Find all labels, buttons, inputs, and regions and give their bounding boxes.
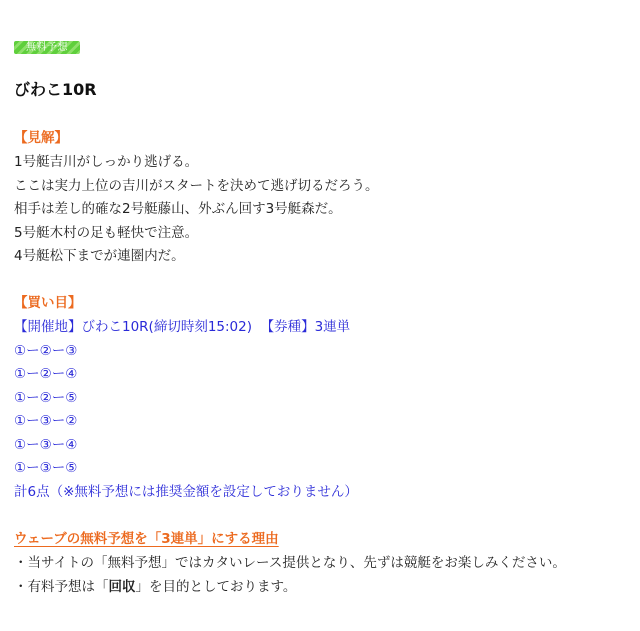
bets-total: 計6点（※無料予想には推奨金額を設定しておりません） [14, 484, 358, 500]
bet-combo: ①ー②ー③ [14, 343, 78, 359]
opinion-line: 4号艇松下までが連圏内だ。 [14, 248, 185, 264]
bet-combo: ①ー②ー④ [14, 366, 78, 382]
opinion-heading: 【見解】 [14, 130, 68, 146]
race-title: びわこ10R [14, 80, 97, 99]
venue-value: びわこ10R(締切時刻15:02) [81, 319, 252, 335]
free-prediction-badge: 無料予想 [14, 41, 80, 54]
bet-type-label: 【券種】 [260, 319, 315, 335]
reason-line-prefix: ・有料予想は「 [14, 579, 109, 595]
venue-and-type-line [14, 318, 350, 336]
opinion-line: ここは実力上位の吉川がスタートを決めて逃げ切るだろう。 [14, 178, 379, 194]
opinion-line: 相手は差し的確な2号艇藤山、外ぶん回す3号艇森だ。 [14, 201, 342, 217]
bet-type-value: 3連単 [314, 319, 351, 335]
reason-heading: ウェーブの無料予想を「3連単」にする理由 [14, 531, 279, 547]
bet-combo: ①ー③ー⑤ [14, 460, 78, 476]
reason-line: ・当サイトの「無料予想」ではカタいレース提供となり、先ずは競艇をお楽しみください。 [14, 555, 566, 571]
reason-line [14, 578, 296, 596]
venue-label: 【開催地】 [14, 319, 82, 335]
bet-combo: ①ー③ー④ [14, 437, 78, 453]
bet-combo: ①ー②ー⑤ [14, 390, 78, 406]
reason-line-suffix: 」を目的としております。 [135, 579, 297, 595]
reason-line-emphasis: 回収 [108, 579, 136, 595]
opinion-line: 1号艇吉川がしっかり逃げる。 [14, 154, 199, 170]
opinion-line: 5号艇木村の足も軽快で注意。 [14, 225, 199, 241]
bets-heading: 【買い目】 [14, 295, 82, 311]
bet-combo: ①ー③ー② [14, 413, 78, 429]
